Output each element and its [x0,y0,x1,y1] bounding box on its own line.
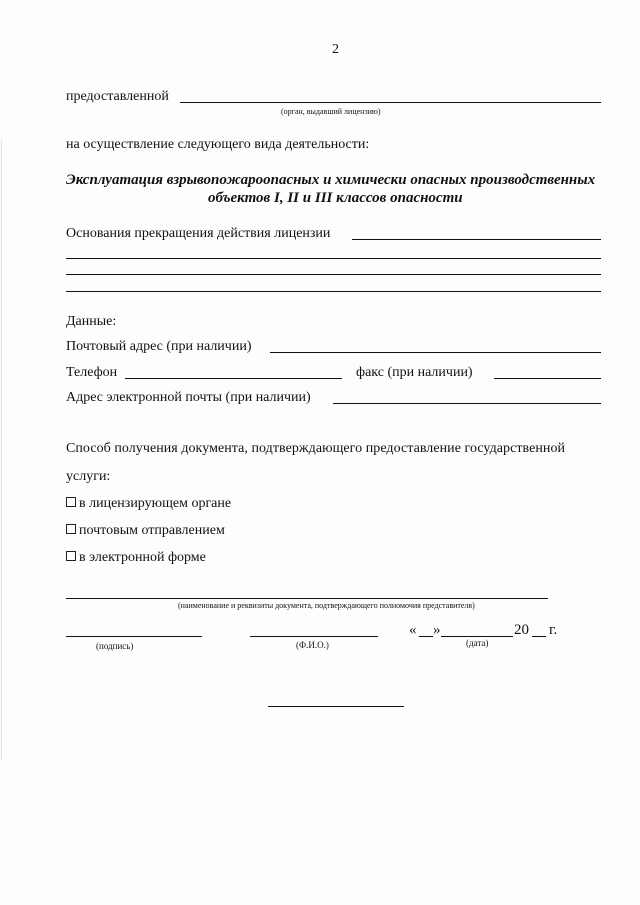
fax-field[interactable] [494,378,601,379]
receipt-option-office[interactable] [66,496,231,512]
date-month-field[interactable] [441,636,513,637]
signature-caption: (подпись) [96,641,134,651]
postal-address-field[interactable] [270,352,601,353]
receipt-option-label: почтовым отправлением [79,523,225,538]
checkbox-icon[interactable] [66,497,76,507]
date-year-prefix: 20 [514,622,529,638]
phone-label: Телефон [66,365,118,380]
full-name-field[interactable] [250,636,378,637]
receipt-option-electronic[interactable] [66,550,206,566]
closing-separator [268,706,404,707]
page-number: 2 [332,42,339,57]
date-caption: (дата) [466,638,489,648]
full-name-caption: (Ф.И.О.) [296,640,329,650]
provided-by-field[interactable] [180,102,601,103]
representative-doc-caption: (наименование и реквизиты документа, подтверждающего полномочия представителя) [178,601,475,610]
representative-doc-field[interactable] [66,598,548,599]
fax-label: факс (при наличии) [356,365,473,380]
receipt-line-2: услуги: [66,469,111,484]
date-year-field[interactable] [532,636,546,637]
checkbox-icon[interactable] [66,551,76,561]
termination-field-4[interactable] [66,291,601,292]
activity-line-2: объектов I, II и III классов опасности [208,190,463,206]
date-close-quote: » [433,622,441,638]
email-label: Адрес электронной почты (при наличии) [66,390,311,405]
termination-field-1[interactable] [352,239,601,240]
termination-field-2[interactable] [66,258,601,259]
receipt-option-mail[interactable] [66,523,225,539]
provided-by-label: предоставленной [66,89,169,104]
receipt-option-label: в электронной форме [79,550,206,565]
date-year-suffix: г. [549,622,558,638]
checkbox-icon[interactable] [66,524,76,534]
activity-line-1: Эксплуатация взрывопожароопасных и химически опасных производственных [66,172,596,188]
receipt-option-label: в лицензирующем органе [79,496,232,511]
scan-edge [1,140,2,760]
data-title: Данные: [66,314,117,329]
date-day-field[interactable] [419,636,433,637]
provided-by-caption: (орган, выдавший лицензию) [281,107,381,116]
activity-intro: на осуществление следующего вида деятельности: [66,137,370,152]
postal-address-label: Почтовый адрес (при наличии) [66,339,252,354]
signature-field[interactable] [66,636,202,637]
phone-field[interactable] [125,378,342,379]
receipt-line-1: Способ получения документа, подтверждающего предоставление государственной [66,441,566,456]
termination-label: Основания прекращения действия лицензии [66,226,331,241]
date-open-quote: « [409,622,417,638]
termination-field-3[interactable] [66,274,601,275]
email-field[interactable] [333,403,601,404]
